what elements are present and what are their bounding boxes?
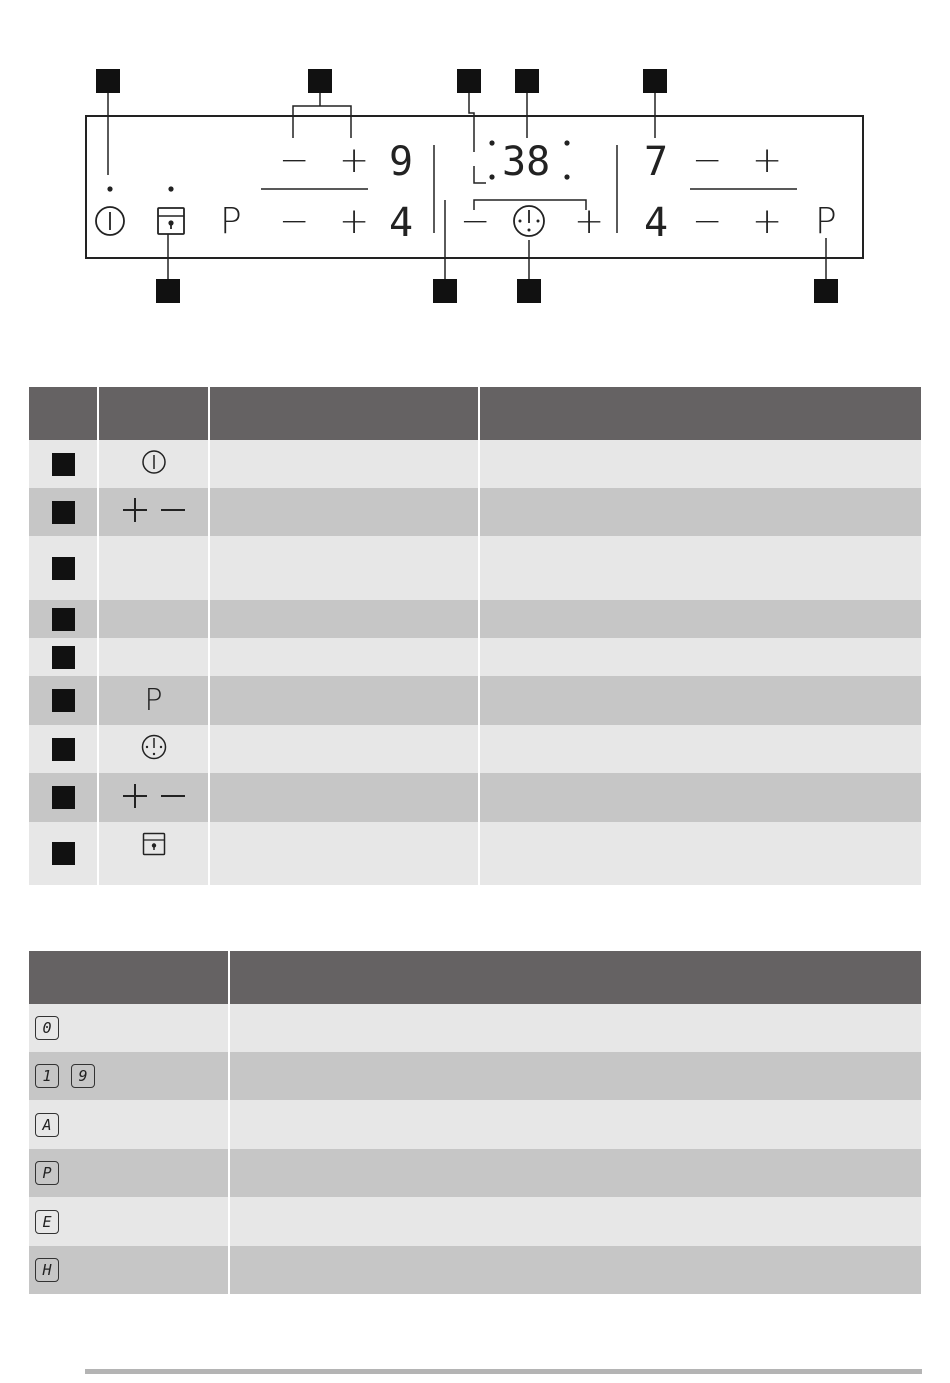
timer-plus[interactable]: + bbox=[574, 201, 605, 242]
display-table bbox=[29, 951, 921, 1294]
table-row bbox=[29, 1197, 921, 1246]
callout-1 bbox=[96, 69, 120, 93]
table-row bbox=[29, 773, 921, 822]
right-bottom-minus[interactable]: − bbox=[692, 201, 723, 242]
callout-4 bbox=[515, 69, 539, 93]
lock-icon bbox=[142, 832, 166, 856]
header-sensor-field bbox=[99, 387, 210, 440]
function-cell bbox=[210, 536, 480, 600]
description-cell bbox=[480, 773, 921, 822]
control-panel-figure bbox=[0, 0, 950, 310]
callout-square bbox=[52, 842, 75, 865]
right-top-display: 7 bbox=[644, 139, 669, 185]
header-number bbox=[29, 387, 99, 440]
description-cell bbox=[480, 600, 921, 638]
function-cell bbox=[210, 725, 480, 773]
right-top-plus[interactable]: + bbox=[752, 140, 783, 181]
display-code: A bbox=[35, 1113, 59, 1137]
table-row bbox=[29, 638, 921, 676]
left-bottom-minus[interactable]: − bbox=[279, 201, 310, 242]
header-display-description bbox=[230, 951, 921, 1004]
function-cell bbox=[210, 773, 480, 822]
callout-3 bbox=[457, 69, 481, 93]
callout-square bbox=[52, 453, 75, 476]
timer-display: 38 bbox=[502, 139, 551, 185]
description-cell bbox=[480, 440, 921, 488]
plus-minus-icon bbox=[119, 781, 189, 811]
table-row bbox=[29, 600, 921, 638]
description-cell bbox=[230, 1100, 921, 1149]
display-code: H bbox=[35, 1258, 59, 1282]
description-cell bbox=[480, 536, 921, 600]
display-code: P bbox=[35, 1161, 59, 1185]
left-top-plus[interactable]: + bbox=[339, 140, 370, 181]
callout-square bbox=[52, 786, 75, 809]
callout-square bbox=[52, 689, 75, 712]
function-cell bbox=[210, 638, 480, 676]
callout-6 bbox=[156, 279, 180, 303]
footer-rule bbox=[85, 1369, 922, 1374]
display-code: 1 bbox=[35, 1064, 59, 1088]
symbol-cell bbox=[99, 638, 210, 676]
leader-lines bbox=[108, 93, 826, 279]
table-row bbox=[29, 536, 921, 600]
timer-icon bbox=[140, 733, 168, 761]
callout-square bbox=[52, 501, 75, 524]
header-function bbox=[210, 387, 480, 440]
right-bottom-plus[interactable]: + bbox=[752, 201, 783, 242]
callout-8 bbox=[517, 279, 541, 303]
header-display bbox=[29, 951, 230, 1004]
left-bottom-plus[interactable]: + bbox=[339, 201, 370, 242]
table-row bbox=[29, 488, 921, 536]
table-row bbox=[29, 725, 921, 773]
description-cell bbox=[480, 822, 921, 885]
table-row bbox=[29, 440, 921, 488]
symbol-cell bbox=[99, 600, 210, 638]
callout-square bbox=[52, 557, 75, 580]
left-top-minus[interactable]: − bbox=[279, 140, 310, 181]
description-cell bbox=[480, 638, 921, 676]
description-cell bbox=[230, 1004, 921, 1052]
description-cell bbox=[230, 1052, 921, 1100]
callout-2 bbox=[308, 69, 332, 93]
callout-7 bbox=[433, 279, 457, 303]
callout-square bbox=[52, 608, 75, 631]
right-bottom-display: 4 bbox=[644, 200, 669, 246]
description-cell bbox=[480, 676, 921, 725]
left-bottom-display: 4 bbox=[389, 200, 414, 246]
power-icon bbox=[141, 449, 167, 475]
controls-table bbox=[29, 387, 921, 885]
function-cell bbox=[210, 440, 480, 488]
callout-square bbox=[52, 646, 75, 669]
table-row bbox=[29, 1149, 921, 1197]
table-row bbox=[29, 1246, 921, 1294]
description-cell bbox=[230, 1149, 921, 1197]
left-top-display: 9 bbox=[389, 139, 414, 185]
callout-9 bbox=[814, 279, 838, 303]
display-code: 9 bbox=[71, 1064, 95, 1088]
header-description bbox=[480, 387, 921, 440]
function-cell bbox=[210, 676, 480, 725]
table-row bbox=[29, 1004, 921, 1052]
function-cell bbox=[210, 600, 480, 638]
table-row bbox=[29, 676, 921, 725]
table-row bbox=[29, 1100, 921, 1149]
display-table-header bbox=[29, 951, 921, 1004]
display-code: E bbox=[35, 1210, 59, 1234]
timer-minus[interactable]: − bbox=[460, 201, 491, 242]
controls-table-header bbox=[29, 387, 921, 440]
callout-5 bbox=[643, 69, 667, 93]
table-row bbox=[29, 822, 921, 885]
lock-button-icon[interactable] bbox=[158, 208, 184, 234]
display-code: 0 bbox=[35, 1016, 59, 1040]
power-button-icon[interactable] bbox=[96, 207, 124, 235]
symbol-cell bbox=[99, 536, 210, 600]
description-cell bbox=[480, 725, 921, 773]
control-panel-diagram bbox=[0, 0, 950, 310]
timer-button-icon[interactable] bbox=[514, 206, 544, 236]
power-function-left[interactable]: P bbox=[220, 201, 242, 242]
power-function-symbol: P bbox=[99, 676, 210, 725]
description-cell bbox=[230, 1246, 921, 1294]
plus-minus-icon bbox=[119, 495, 189, 525]
function-cell bbox=[210, 488, 480, 536]
function-cell bbox=[210, 822, 480, 885]
right-top-minus[interactable]: − bbox=[692, 140, 723, 181]
power-function-right[interactable]: P bbox=[815, 201, 837, 242]
description-cell bbox=[480, 488, 921, 536]
callout-square bbox=[52, 738, 75, 761]
description-cell bbox=[230, 1197, 921, 1246]
table-row bbox=[29, 1052, 921, 1100]
